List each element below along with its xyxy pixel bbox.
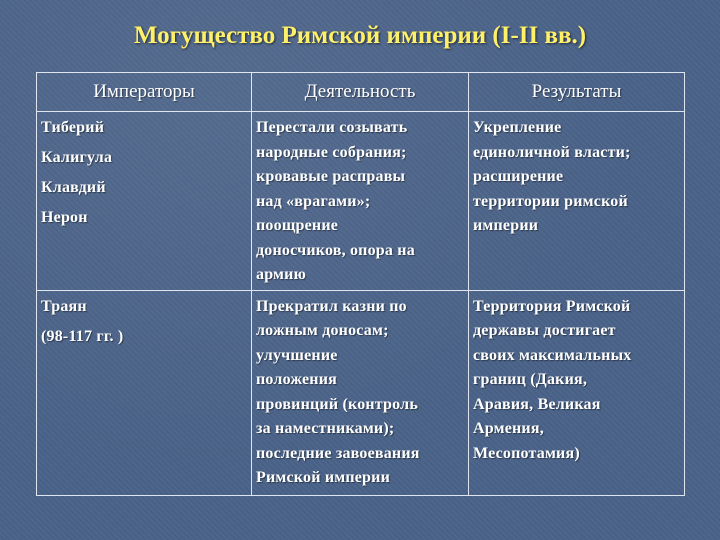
emperors-cell	[37, 112, 252, 291]
page-title: Могущество Римской империи (I-II вв.)	[133, 22, 587, 49]
header-results: Результаты	[469, 73, 685, 112]
results-text: Укрепление единоличной власти; расширение территории римской империи	[473, 119, 631, 234]
activity-cell	[252, 290, 469, 495]
table-row	[37, 290, 685, 495]
table-row	[37, 112, 685, 291]
table-header-row	[37, 73, 685, 112]
emperors-table	[36, 72, 685, 496]
activity-text: Перестали созывать народные собрания; кровавые расправы над «врагами»; поощрение доносчиков, опора на армию	[256, 119, 415, 283]
emperors-cell	[37, 290, 252, 495]
emperor-name: Калигула	[41, 149, 113, 166]
activity-text: Прекратил казни по ложным доносам; улучшение положения провинций (контроль за наместниками); последние завоевания Римской империи	[256, 297, 420, 486]
header-emperors: Императоры	[37, 73, 252, 112]
emperor-name: Клавдий	[41, 179, 106, 196]
activity-cell	[252, 112, 469, 291]
results-cell	[469, 290, 685, 495]
emperor-name: Тиберий	[41, 119, 105, 136]
emperor-name: Нерон	[41, 209, 88, 226]
results-cell	[469, 112, 685, 291]
emperor-name: Траян	[41, 297, 87, 315]
emperor-dates: (98-117 гг. )	[41, 327, 124, 345]
results-text: Территория Римской державы достигает своих максимальных границ (Дакия, Аравия, Великая Армения, Месопотамия)	[473, 297, 632, 462]
header-activity: Деятельность	[252, 73, 469, 112]
